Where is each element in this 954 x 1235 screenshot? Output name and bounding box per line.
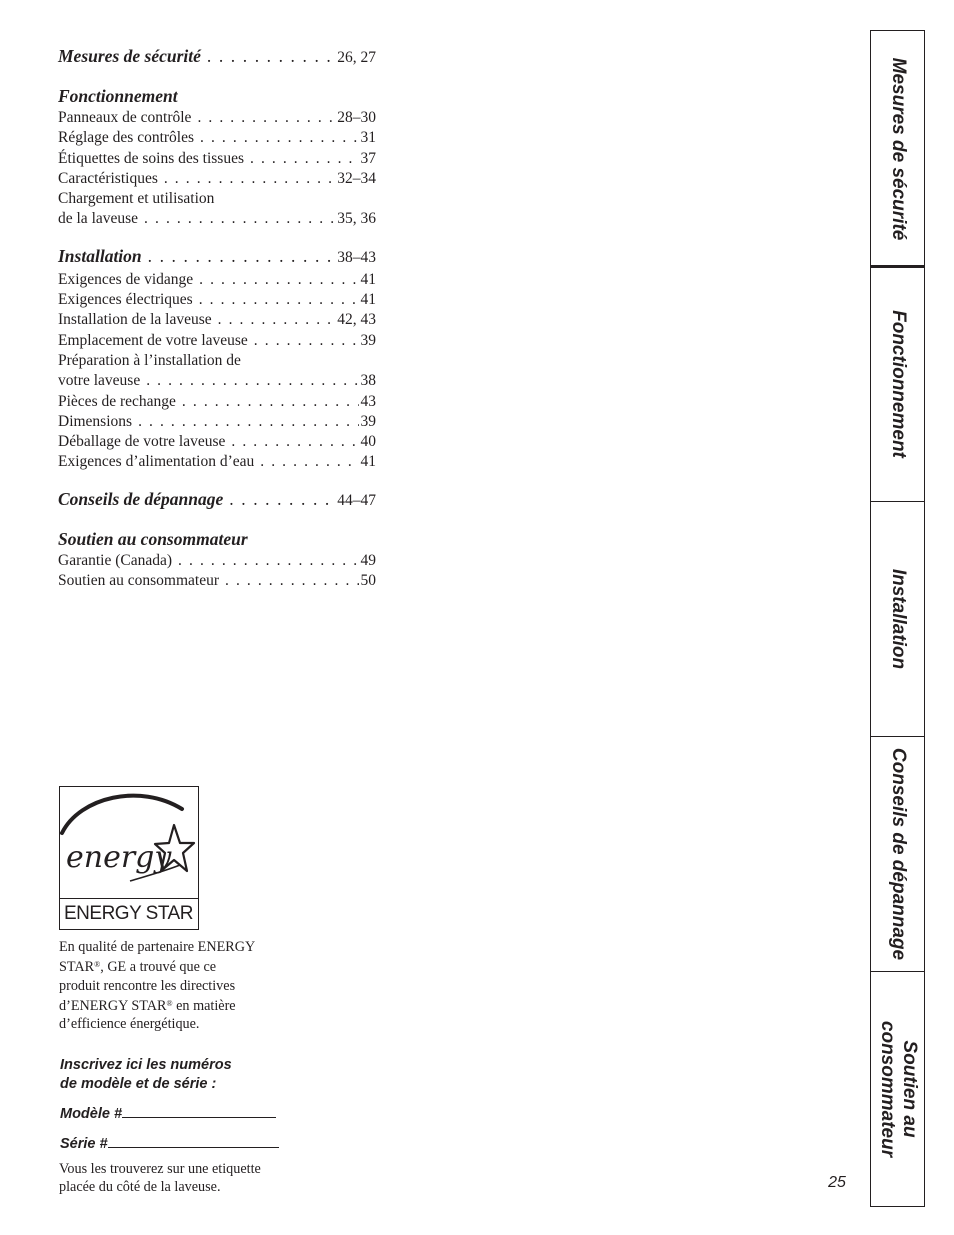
- tab-conseils-de-depannage[interactable]: Conseils de dépannage: [887, 747, 909, 961]
- toc-item[interactable]: de la laveuse . . . 35, 36: [58, 209, 376, 229]
- toc-item[interactable]: Soutien au consommateur . . . 50: [58, 571, 376, 591]
- toc-item[interactable]: Déballage de votre laveuse . . . 40: [58, 432, 376, 452]
- toc-item[interactable]: Pièces de rechange . . . 43: [58, 392, 376, 412]
- toc-item[interactable]: Réglage des contrôles . . . 31: [58, 128, 376, 148]
- tab-mesures-de-securite[interactable]: Mesures de sécurité: [887, 57, 909, 240]
- serial-number-blank[interactable]: [108, 1133, 279, 1148]
- energy-logo-script: energy: [66, 840, 172, 875]
- energy-star-note: En qualité de partenaire ENERGY STAR®, GE a trouvé que ce produit rencontre les directives d’ENERGY STAR® en matière d’efficience énergétique.: [59, 939, 256, 1033]
- toc-item[interactable]: Emplacement de votre laveuse . . . 39: [58, 331, 376, 351]
- page-number: 25: [828, 1174, 846, 1191]
- toc-section-safety[interactable]: Mesures de sécurité . . . 26, 27: [58, 44, 376, 70]
- toc-item[interactable]: Exigences de vidange . . . 41: [58, 270, 376, 290]
- toc-item[interactable]: Garantie (Canada) . . . 49: [58, 551, 376, 571]
- tab-soutien-au-consommateur[interactable]: Soutien au consommateur: [876, 1020, 920, 1158]
- model-serial-record: [60, 1056, 300, 1154]
- toc-item-line[interactable]: Chargement et utilisation: [58, 190, 215, 208]
- model-number-blank[interactable]: [122, 1103, 276, 1118]
- toc-section-operation[interactable]: Fonctionnement: [58, 86, 178, 106]
- toc-item[interactable]: Étiquettes de soins des tissues . . . 37: [58, 149, 376, 169]
- model-number-field[interactable]: Modèle #: [60, 1103, 300, 1124]
- energy-star-logo: [59, 786, 199, 930]
- toc-item[interactable]: Exigences d’alimentation d’eau . . . 41: [58, 452, 376, 472]
- toc-item[interactable]: Caractéristiques . . . 32–34: [58, 169, 376, 189]
- toc-item-line[interactable]: Préparation à l’installation de: [58, 351, 241, 369]
- tab-installation[interactable]: Installation: [887, 568, 909, 670]
- energy-star-swoosh-icon: [60, 787, 198, 899]
- energy-star-label: ENERGY STAR: [60, 898, 198, 929]
- toc-item[interactable]: Installation de la laveuse . . . 42, 43: [58, 310, 376, 330]
- tab-fonctionnement[interactable]: Fonctionnement: [887, 310, 909, 458]
- toc-item[interactable]: Panneaux de contrôle . . . 28–30: [58, 108, 376, 128]
- table-of-contents: [58, 44, 376, 591]
- toc-item[interactable]: Dimensions . . . 39: [58, 412, 376, 432]
- toc-section-installation[interactable]: Installation . . . 38–43: [58, 244, 376, 270]
- toc-section-consumer-support[interactable]: Soutien au consommateur: [58, 528, 248, 549]
- label-location-note: Vous les trouverez sur une etiquette placée du côté de la laveuse.: [59, 1161, 261, 1196]
- section-tabs: [870, 30, 925, 1207]
- record-heading: de modèle et de série :: [60, 1076, 217, 1092]
- serial-number-field[interactable]: Série #: [60, 1133, 300, 1154]
- record-heading: Inscrivez ici les numéros: [60, 1057, 232, 1073]
- toc-item[interactable]: votre laveuse . . . 38: [58, 371, 376, 391]
- toc-section-troubleshooting[interactable]: Conseils de dépannage . . . 44–47: [58, 487, 376, 513]
- toc-item[interactable]: Exigences électriques . . . 41: [58, 290, 376, 310]
